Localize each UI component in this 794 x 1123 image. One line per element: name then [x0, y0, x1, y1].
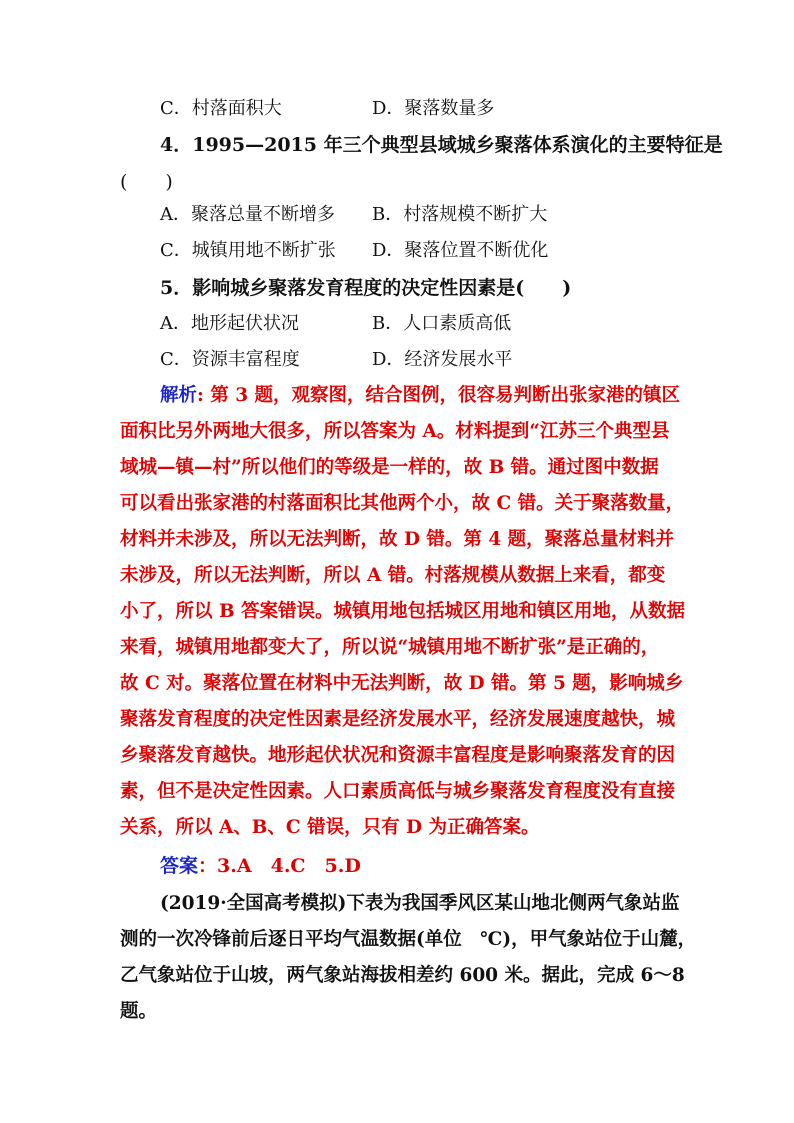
q4-option-c: C．城镇用地不断扩张 [160, 240, 336, 261]
analysis-line: 关系，所以 A、B、C 错误，只有 D 为正确答案。 [120, 817, 540, 838]
answer-value: ：3.A 4.C 5.D [198, 855, 361, 877]
analysis-line: 未涉及，所以无法判断，所以 A 错。村落规模从数据上来看，都变 [120, 565, 666, 586]
material-line: 题。 [120, 1001, 158, 1022]
analysis-line: 面积比另外两地大很多，所以答案为 A。材料提到“江苏三个典型县 [120, 421, 670, 442]
q3-option-c: C．村落面积大 [160, 98, 282, 119]
material-line: 测的一次冷锋前后逐日平均气温数据(单位 ℃)，甲气象站位于山麓， [120, 929, 697, 950]
analysis-line: : 第 3 题，观察图，结合图例，很容易判断出张家港的镇区 [197, 385, 681, 406]
analysis-line: 来看，城镇用地都变大了，所以说“城镇用地不断扩张”是正确的， [120, 637, 660, 658]
q5-option-a: A．地形起伏状况 [160, 313, 299, 334]
analysis-line: 域城—镇—村”所以他们的等级是一样的，故 B 错。通过图中数据 [120, 457, 659, 478]
analysis-line: 故 C 对。聚落位置在材料中无法判断，故 D 错。第 5 题，影响城乡 [120, 673, 684, 694]
analysis-first-line [160, 384, 680, 408]
answer-line [160, 854, 361, 878]
analysis-line: 小了，所以 B 答案错误。城镇用地包括城区用地和镇区用地，从数据 [120, 601, 686, 622]
q4-option-b: B．村落规模不断扩大 [372, 204, 548, 225]
q5-stem: 5．影响城乡聚落发育程度的决定性因素是( ) [160, 277, 572, 299]
q4-blank: ( ) [120, 171, 173, 193]
material-line: (2019·全国高考模拟)下表为我国季风区某山地北侧两气象站监 [160, 893, 680, 914]
q5-option-d: D．经济发展水平 [372, 349, 513, 370]
analysis-line: 乡聚落发育越快。地形起伏状况和资源丰富程度是影响聚落发育的因 [120, 745, 676, 766]
analysis-line: 可以看出张家港的村落面积比其他两个小，故 C 错。关于聚落数量， [120, 493, 685, 514]
q3-option-d: D．聚落数量多 [372, 98, 495, 119]
analysis-line: 聚落发育程度的决定性因素是经济发展水平，经济发展速度越快，城 [120, 709, 676, 730]
analysis-line: 素，但不是决定性因素。人口素质高低与城乡聚落发育程度没有直接 [120, 781, 676, 802]
q4-option-d: D．聚落位置不断优化 [372, 240, 549, 261]
analysis-label: 解析 [160, 385, 198, 406]
q5-option-b: B．人口素质高低 [372, 313, 512, 334]
analysis-line: 材料并未涉及，所以无法判断，故 D 错。第 4 题，聚落总量材料并 [120, 529, 675, 550]
q5-option-c: C．资源丰富程度 [160, 349, 300, 370]
q4-option-a: A．聚落总量不断增多 [160, 204, 335, 225]
material-line: 乙气象站位于山坡，两气象站海拔相差约 600 米。据此，完成 6～8 [120, 965, 685, 986]
q4-stem: 4．1995—2015 年三个典型县域城乡聚落体系演化的主要特征是 [160, 134, 723, 156]
answer-label: 答案 [160, 855, 199, 877]
